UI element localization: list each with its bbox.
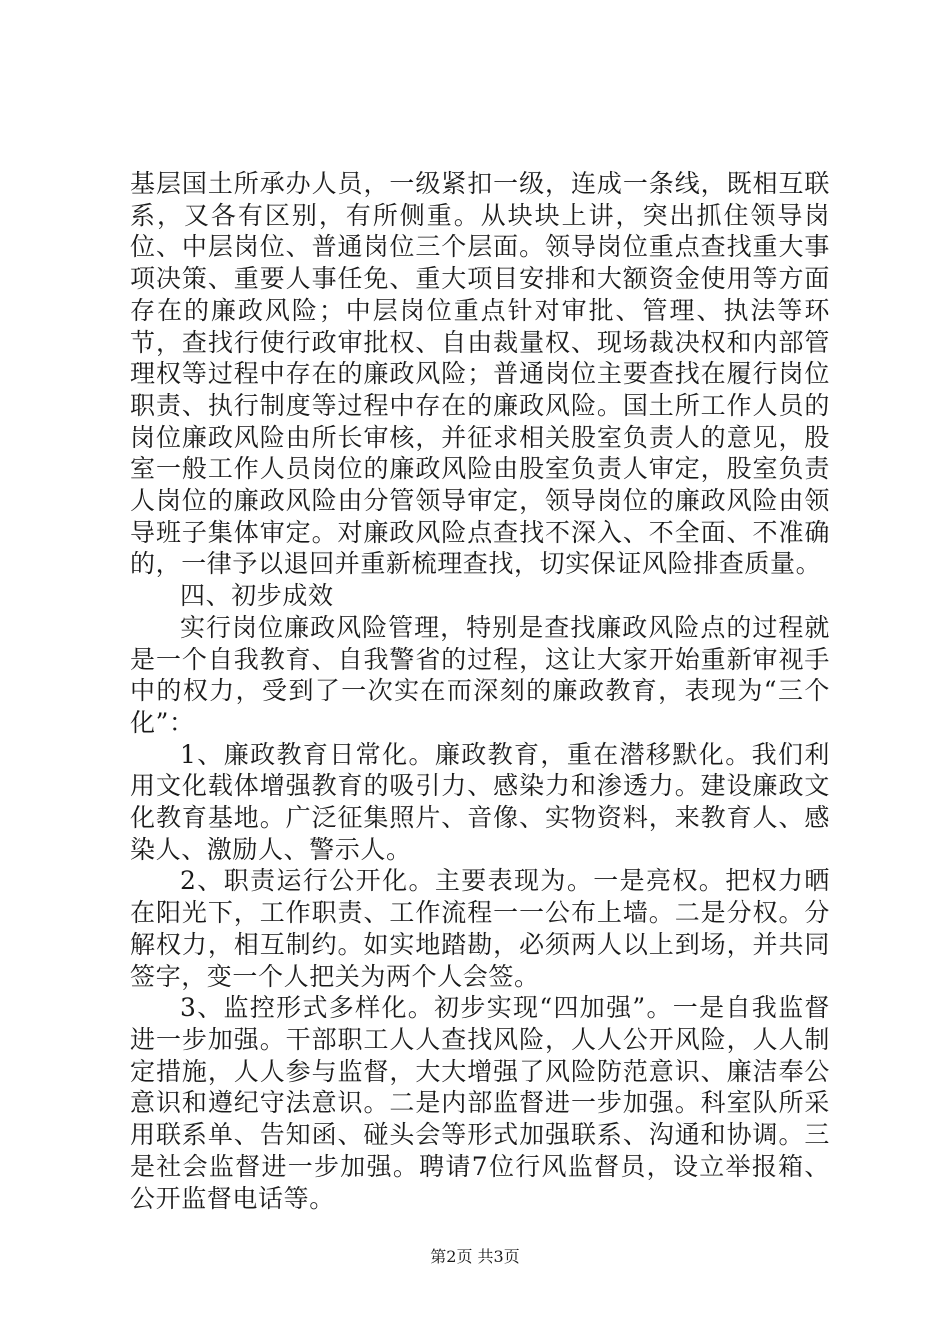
body-text — [130, 168, 830, 1214]
paragraph-item-1: 1、廉政教育日常化。廉政教育，重在潜移默化。我们利用文化载体增强教育的吸引力、感染力和渗透力。建设廉政文化教育基地。广泛征集照片、音像、实物资料，来教育人、感染人、激励人、警示人。 — [130, 739, 830, 864]
section-heading: 四、初步成效 — [180, 581, 334, 611]
page-number-footer: 第2页 共3页 — [430, 1247, 520, 1266]
paragraph-item-2: 2、职责运行公开化。主要表现为。一是亮权。把权力晒在阳光下，工作职责、工作流程一一公布上墙。二是分权。分解权力，相互制约。如实地踏勘，必须两人以上到场，并共同签字，变一个人把关为两个人会签。 — [130, 866, 830, 991]
paragraph-item-3: 3、监控形式多样化。初步实现“四加强”。一是自我监督进一步加强。干部职工人人查找风险，人人公开风险，人人制定措施，人人参与监督，大大增强了风险防范意识、廉洁奉公意识和遵纪守法意识。二是内部监督进一步加强。科室队所采用联系单、告知函、碰头会等形式加强联系、沟通和协调。三是社会监督进一步加强。聘请7位行风监督员，设立举报箱、公开监督电话等。 — [130, 993, 830, 1213]
paragraph-continuation: 基层国土所承办人员，一级紧扣一级，连成一条线，既相互联系，又各有区别，有所侧重。从块块上讲，突出抓住领导岗位、中层岗位、普通岗位三个层面。领导岗位重点查找重大事项决策、重要人事任免、重大项目安排和大额资金使用等方面存在的廉政风险；中层岗位重点针对审批、管理、执法等环节，查找行使行政审批权、自由裁量权、现场裁决权和内部管理权等过程中存在的廉政风险；普通岗位主要查找在履行岗位职责、执行制度等过程中存在的廉政风险。国土所工作人员的岗位廉政风险由所长审核，并征求相关股室负责人的意见，股室一般工作人员岗位的廉政风险由股室负责人审定，股室负责人岗位的廉政风险由分管领导审定，领导岗位的廉政风险由领导班子集体审定。对廉政风险点查找不深入、不全面、不准确的，一律予以退回并重新梳理查找，切实保证风险排查质量。 — [130, 169, 830, 579]
paragraph-intro: 实行岗位廉政风险管理，特别是查找廉政风险点的过程就是一个自我教育、自我警省的过程，这让大家开始重新审视手中的权力，受到了一次实在而深刻的廉政教育，表现为“三个化”： — [130, 612, 830, 737]
